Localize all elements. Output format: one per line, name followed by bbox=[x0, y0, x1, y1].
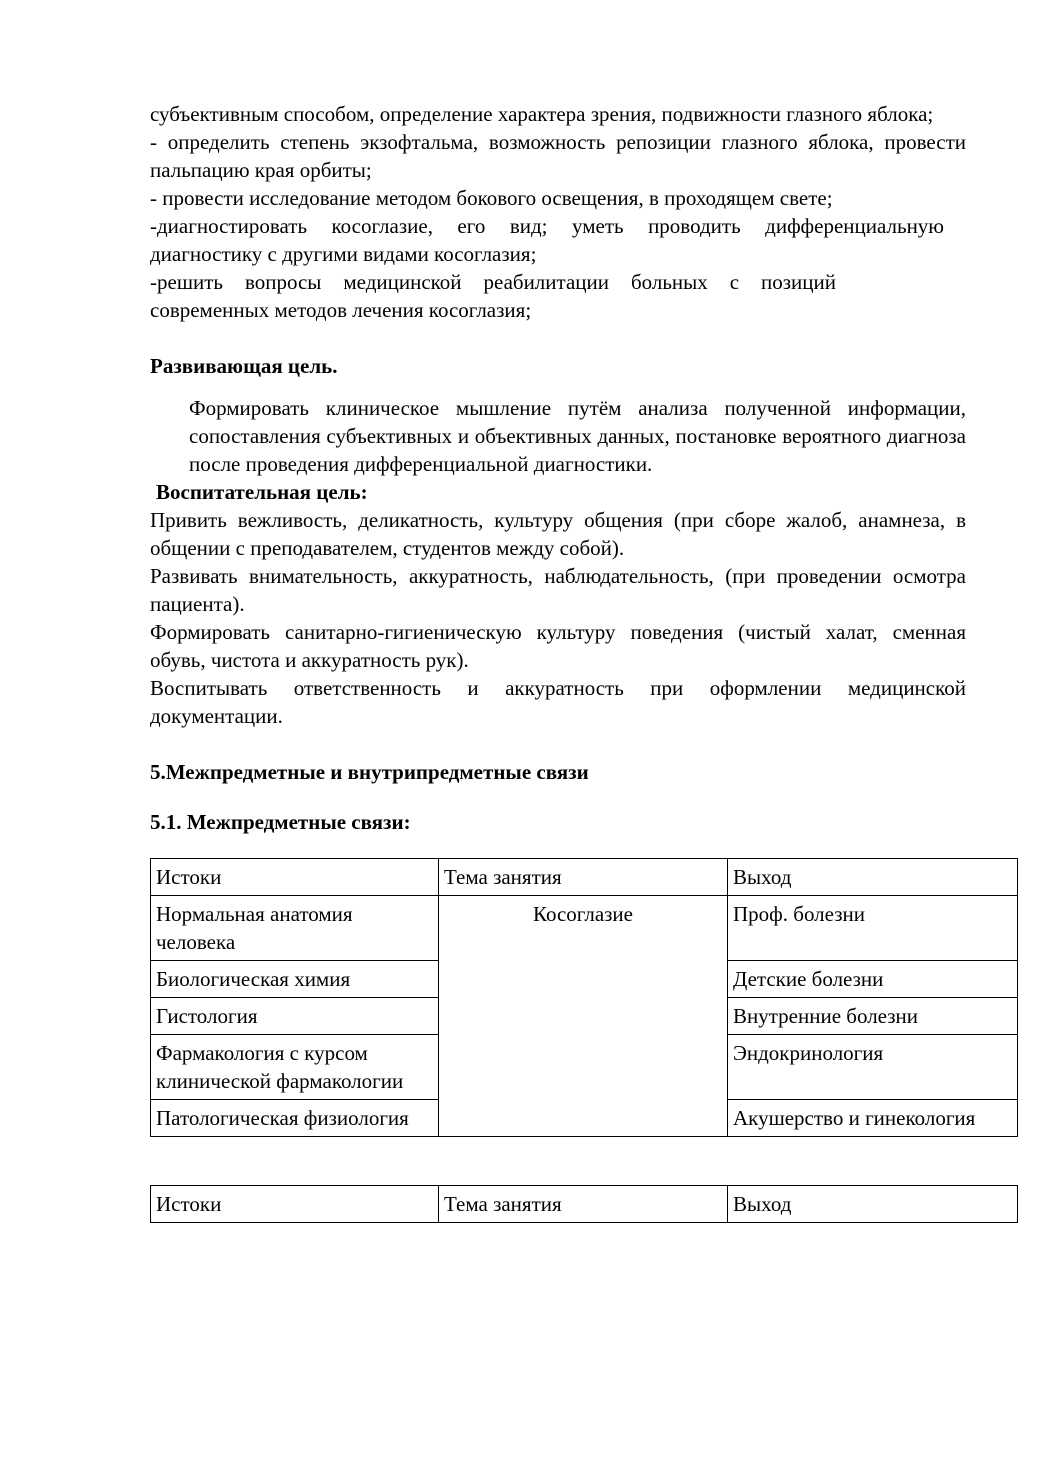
output-cell: Эндокринология bbox=[728, 1035, 1018, 1100]
dev-goal-text: Формировать клиническое мышление путём анализа полученной информации, сопоставления субъективных и объективных данных, постановке вероятного диагноза после проведения дифференциальной диагностики. bbox=[189, 396, 966, 476]
intro-line: - провести исследование методом бокового освещения, в проходящем свете; bbox=[150, 186, 833, 210]
section-5-heading: 5.Межпредметные и внутрипредметные связи bbox=[150, 760, 589, 784]
header-cell: Тема занятия bbox=[439, 859, 728, 896]
output-cell: Проф. болезни bbox=[728, 896, 1018, 961]
source-cell: Нормальная анатомия человека bbox=[151, 896, 439, 961]
output-cell: Детские болезни bbox=[728, 961, 1018, 998]
header-cell: Выход bbox=[728, 859, 1018, 896]
header-cell: Тема занятия bbox=[439, 1186, 728, 1223]
header-cell: Выход bbox=[728, 1186, 1018, 1223]
edu-goal-paragraph: Воспитывать ответственность и аккуратность при оформлении медицинской документации. bbox=[150, 676, 966, 728]
table-header-row bbox=[151, 859, 1018, 896]
output-cell: Внутренние болезни bbox=[728, 998, 1018, 1035]
second-table bbox=[150, 1185, 1018, 1223]
interdisciplinary-table bbox=[150, 858, 1018, 1137]
section-5-1-heading: 5.1. Межпредметные связи: bbox=[150, 810, 411, 834]
header-cell: Истоки bbox=[151, 1186, 439, 1223]
intro-line: -диагностировать косоглазие, его вид; уметь проводить дифференциальную диагностику с другими видами косоглазия; bbox=[150, 214, 944, 266]
edu-goal-paragraph: Привить вежливость, деликатность, культуру общения (при сборе жалоб, анамнеза, в общении с преподавателем, студентов между собой). bbox=[150, 508, 966, 560]
header-cell: Истоки bbox=[151, 859, 439, 896]
source-cell: Гистология bbox=[151, 998, 439, 1035]
intro-line: -решить вопросы медицинской реабилитации больных с позиций современных методов лечения косоглазия; bbox=[150, 270, 836, 322]
intro-line: - определить степень экзофтальма, возможность репозиции глазного яблока, провести пальпацию края орбиты; bbox=[150, 130, 966, 182]
edu-goal-paragraph: Формировать санитарно-гигиеническую культуру поведения (чистый халат, сменная обувь, чистота и аккуратность рук). bbox=[150, 620, 966, 672]
edu-goal-paragraph: Развивать внимательность, аккуратность, наблюдательность, (при проведении осмотра пациента). bbox=[150, 564, 966, 616]
intro-line: субъективным способом, определение характера зрения, подвижности глазного яблока; bbox=[150, 102, 934, 126]
edu-goal-heading: Воспитательная цель: bbox=[156, 480, 368, 504]
source-cell: Биологическая химия bbox=[151, 961, 439, 998]
document-page bbox=[150, 100, 976, 1223]
source-cell: Фармакология с курсом клинической фармакологии bbox=[151, 1035, 439, 1100]
topic-cell: Косоглазие bbox=[439, 896, 728, 1137]
table-row bbox=[151, 896, 1018, 961]
dev-goal-heading: Развивающая цель. bbox=[150, 354, 338, 378]
source-cell: Патологическая физиология bbox=[151, 1100, 439, 1137]
output-cell: Акушерство и гинекология bbox=[728, 1100, 1018, 1137]
table-header-row bbox=[151, 1186, 1018, 1223]
